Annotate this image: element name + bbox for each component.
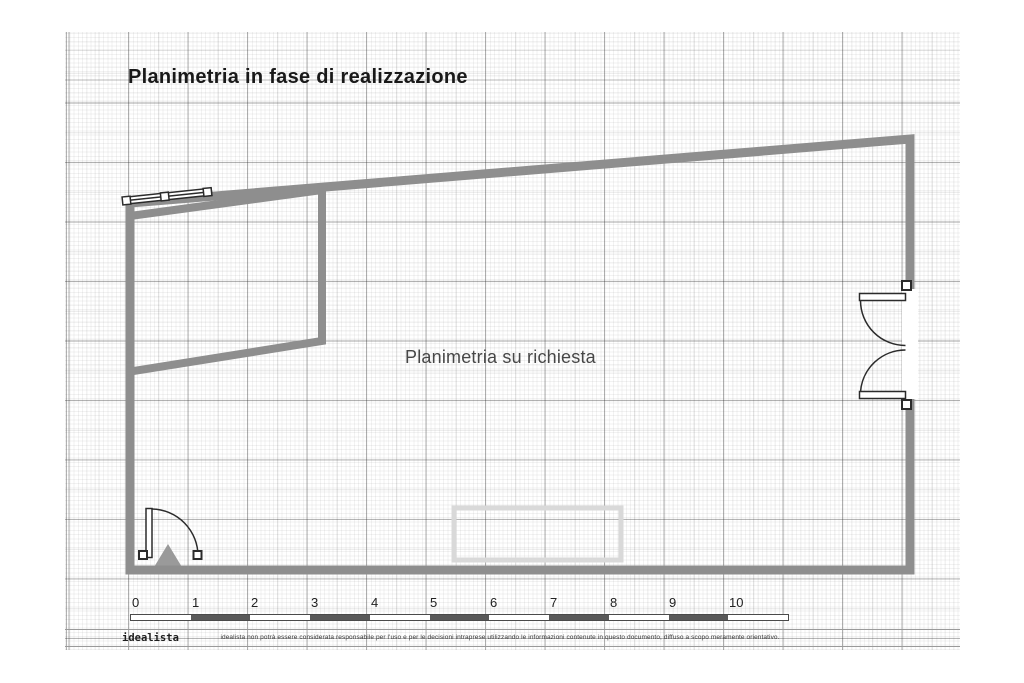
scale-label: 6: [490, 595, 498, 610]
scale-labels: [130, 595, 810, 611]
placeholder-rectangle: [454, 508, 621, 560]
scale-label: 9: [669, 595, 677, 610]
scale-label: 3: [311, 595, 319, 610]
scale-segment: [549, 615, 609, 620]
scale-segment: [370, 615, 430, 620]
scale-label: 1: [192, 595, 200, 610]
page-title: Planimetria in fase di realizzazione: [128, 66, 468, 88]
scale-segment: [310, 615, 370, 620]
scale-segment: [250, 615, 310, 620]
scale-label: 2: [251, 595, 259, 610]
watermark-text: Planimetria su richiesta: [405, 347, 596, 367]
scale-bar: [130, 614, 789, 621]
disclaimer-text: idealista non potrà essere considerata responsabile per l'uso e per le decisioni intraprese utilizzando le informazioni contenute in questo documento, diffuso a scopo meramente orientativo.: [220, 634, 780, 641]
scale-label: 4: [371, 595, 379, 610]
scale-segment: [131, 615, 191, 620]
scale-label: 0: [132, 595, 140, 610]
idealista-logo: idealista: [122, 632, 179, 644]
scale-segment: [430, 615, 490, 620]
scale-label: 5: [430, 595, 438, 610]
scale-segment: [191, 615, 251, 620]
scale-segment: [669, 615, 729, 620]
door-opening-gap: [902, 289, 918, 399]
scale-label: 7: [550, 595, 558, 610]
scale-segment: [728, 615, 788, 620]
scale-label: 10: [729, 595, 744, 610]
entrance-triangle-icon: [155, 544, 181, 566]
scale-segment: [609, 615, 669, 620]
scale-segment: [489, 615, 549, 620]
interior-partition-walls: [127, 190, 322, 372]
footer-bar: [65, 629, 960, 647]
scale-label: 8: [610, 595, 618, 610]
